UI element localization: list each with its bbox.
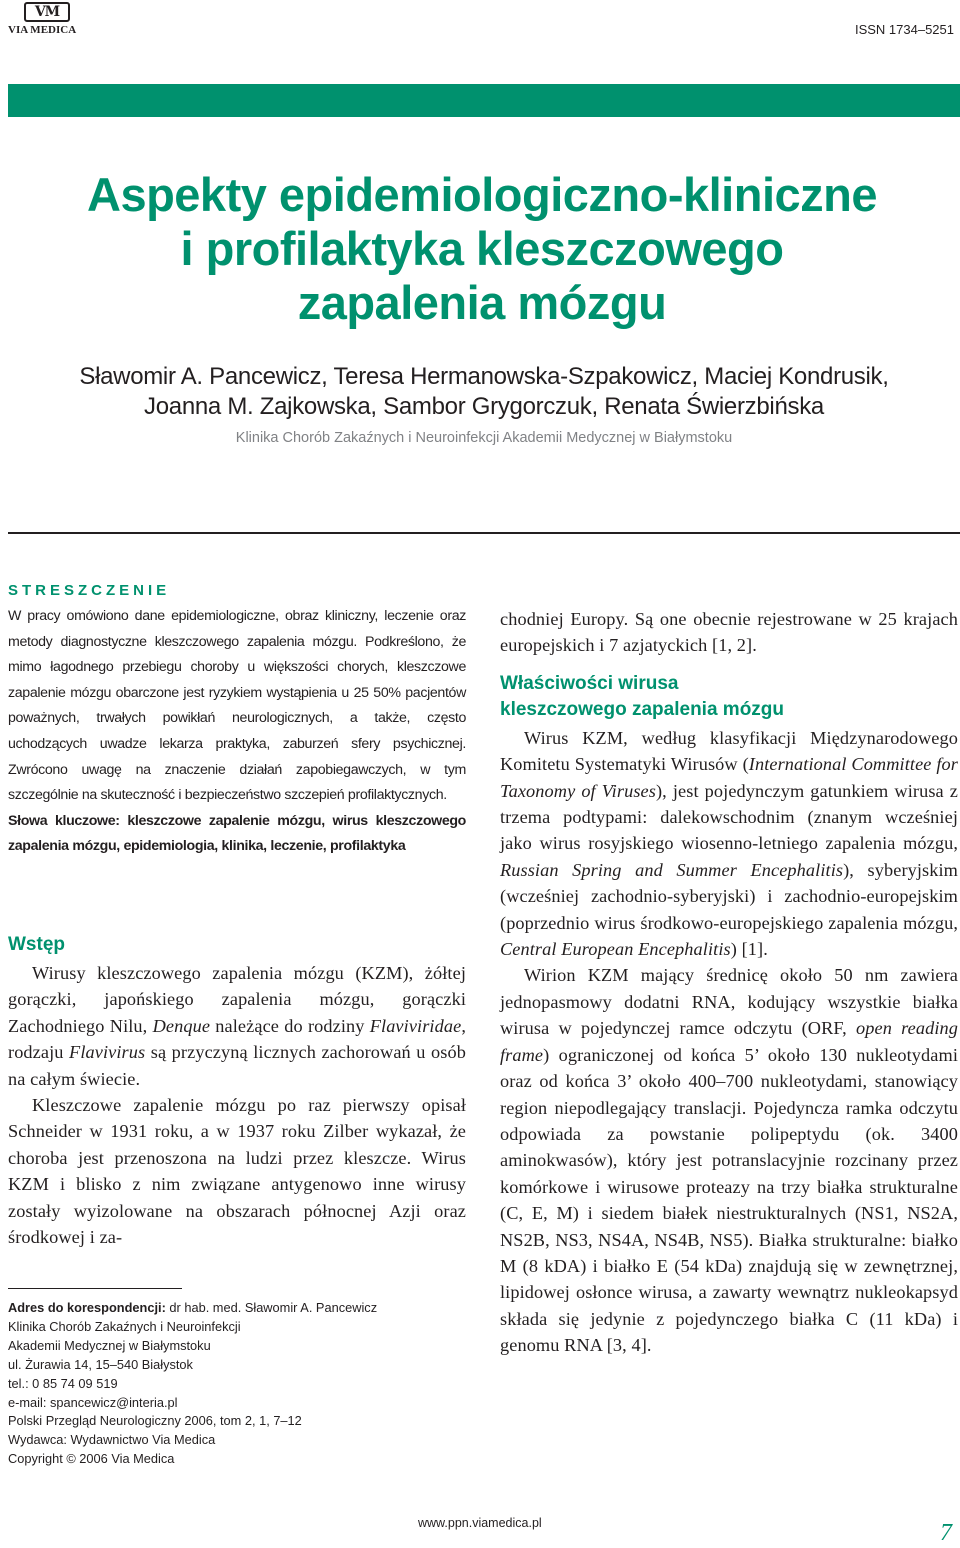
title-line-2: i profilaktyka kleszczowego bbox=[180, 222, 784, 275]
italic-run: Flaviviridae bbox=[369, 1015, 462, 1036]
italic-run: Flavivirus bbox=[69, 1042, 146, 1063]
title-line-1: Aspekty epidemiologiczno-kliniczne bbox=[87, 168, 877, 221]
journal-citation: Polski Przegląd Neurologiczny 2006, tom 2, 1, 7–12 bbox=[8, 1413, 302, 1429]
via-medica-logo bbox=[8, 2, 80, 36]
text-run: Wirus KZM, według klasyfikacji Międzynarodowego Komitetu Systematyki Wirusów ( bbox=[500, 727, 958, 775]
correspondence-first-line bbox=[8, 1299, 468, 1318]
virus-paragraph-1 bbox=[500, 725, 958, 963]
intro-paragraph-1 bbox=[8, 960, 466, 1092]
abstract bbox=[8, 582, 466, 860]
correspondence-line: Klinika Chorób Zakaźnych i Neuroinfekcji bbox=[8, 1318, 241, 1334]
footnote-divider bbox=[8, 1288, 182, 1289]
section-divider bbox=[8, 532, 960, 534]
text-run: ) [1]. bbox=[730, 939, 768, 960]
intro-section bbox=[8, 932, 466, 1250]
footer-url: www.ppn.viamedica.pl bbox=[418, 1516, 542, 1530]
correspondence-email: e-mail: spancewicz@interia.pl bbox=[8, 1394, 178, 1410]
intro-continuation: chodniej Europy. Są one obecnie rejestrowane w 25 krajach europejskich i 7 azjatyckich [1, 2]. bbox=[500, 609, 958, 656]
keywords: Słowa kluczowe: kleszczowe zapalenie mózgu, wirus kleszczowego zapalenia mózgu, epidemiologia, klinika, leczenie, profilaktyka bbox=[8, 812, 466, 855]
correspondence-line: ul. Żurawia 14, 15–540 Białystok bbox=[8, 1356, 193, 1372]
logo-mark: VM bbox=[24, 2, 70, 22]
virus-section bbox=[500, 606, 958, 1359]
header-bar bbox=[8, 84, 960, 117]
logo-text: VIA MEDICA bbox=[8, 24, 77, 36]
virus-paragraph-2 bbox=[500, 962, 958, 1358]
italic-run: International Committee for Taxonomy of Viruses bbox=[500, 754, 958, 801]
italic-run: Denque bbox=[152, 1015, 211, 1036]
text-run: ), jest pojedynczym gatunkiem wirusa z trzema podtypami: dalekowschodnim (znanym wcześniej jako wirus rosyjskiego wiosenno-letniego zapalenia mózgu, bbox=[500, 780, 959, 854]
affiliation: Klinika Chorób Zakaźnych i Neuroinfekcji Akademii Medycznej w Białymstoku bbox=[235, 430, 733, 446]
text-run: , rodzaju bbox=[8, 1015, 466, 1063]
virus-heading-line-2: kleszczowego zapalenia mózgu bbox=[500, 698, 785, 720]
italic-run: Central European Encephalitis bbox=[500, 939, 731, 960]
italic-run: Russian Spring and Summer Encephalitis bbox=[500, 859, 844, 880]
authors-line-1: Sławomir A. Pancewicz, Teresa Hermanowska-Szpakowicz, Maciej Kondrusik, bbox=[79, 363, 889, 390]
publisher: Wydawca: Wydawnictwo Via Medica bbox=[8, 1432, 216, 1448]
text-run: są przyczyną licznych zachorowań u osób na całym świecie. bbox=[8, 1042, 466, 1089]
text-run: Wirion KZM mający średnicę około 50 nm zawiera jednopasmowy dodatni RNA, kodujący wszystkie białka wirusa w pojedynczej ramce odczytu (ORF, bbox=[500, 965, 958, 1039]
abstract-text: W pracy omówiono dane epidemiologiczne, obraz kliniczny, leczenie oraz metody diagnostyczne kleszczowego zapalenia mózgu. Podkreślono, że mimo łagodnego przebiegu choroby u większości chorych, kleszczowe zapalenie mózgu obarczone jest ryzykiem wystąpienia u 25 50% pacjentów poważnych, trwałych powikłań neurologicznych, a także, często uchodzących uwadze lekarza praktyka, zaburzeń sfery psychicznej. Zwrócono uwagę na znaczenie działań zapobiegawczych, w tym szczególnie na skuteczność i bezpieczeństwo szczepień profilaktycznych. bbox=[8, 608, 466, 804]
article-title bbox=[0, 168, 960, 330]
abstract-heading: STRESZCZENIE bbox=[8, 582, 171, 599]
page-number: 7 bbox=[940, 1520, 952, 1546]
title-line-3: zapalenia mózgu bbox=[297, 276, 667, 329]
correspondence bbox=[8, 1299, 468, 1469]
correspondence-name: dr hab. med. Sławomir A. Pancewicz bbox=[165, 1300, 378, 1315]
copyright: Copyright © 2006 Via Medica bbox=[8, 1451, 175, 1467]
issn: ISSN 1734–5251 bbox=[854, 22, 954, 37]
correspondence-line: tel.: 0 85 74 09 519 bbox=[8, 1375, 118, 1391]
italic-run: open reading frame bbox=[500, 1018, 959, 1065]
virus-heading bbox=[500, 671, 958, 723]
intro-heading: Wstęp bbox=[8, 934, 65, 955]
text-run: ), syberyjskim (wcześniej zachodnio-syberyjski) i zachodnio-europejskim (poprzednio wirus środkowo-europejskiego zapalenia mózgu, bbox=[500, 859, 958, 933]
text-run: ) ograniczonej od końca 5’ około 130 nukleotydami oraz od końca 3’ około 400–700 nukleotydami, stanowiący region niepodlegający translacji. Pojedyncza ramka odczytu odpowiada za powstanie polipeptydu (ok. 3400 aminokwasów), który jest potranslacyjnie rozcinany przez komórkowe i wirusowe proteazy na trzy białka strukturalne (C, E, M) i siedem białek niestrukturalnych (NS1, NS2A, NS2B, NS3, NS4A, NS4B, NS5). Białka strukturalne: białko M (8 kDA) i białko E (54 kDa) znajdują się w zewnętrznej, lipidowej osłonce wirusa, a zawarty wewnątrz nukleokapsyd składa się jedynie z pojedynczego białka C (11 kDa) i genomu RNA [3, 4]. bbox=[500, 1044, 958, 1356]
virus-heading-line-1: Właściwości wirusa bbox=[500, 672, 679, 694]
intro-paragraph-2: Kleszczowe zapalenie mózgu po raz pierwszy opisał Schneider w 1931 roku, a w 1937 roku Zilber wykazał, że choroba jest przenoszona na ludzi przez kleszcze. Wirus KZM i blisko z nim związane antygenowo inne wirusy zostały wyizolowane na obszarach północnej Azji oraz środkowej i za- bbox=[8, 1095, 466, 1248]
correspondence-line: Akademii Medycznej w Białymstoku bbox=[8, 1337, 211, 1353]
text-run: Wirusy kleszczowego zapalenia mózgu (KZM), żółtej gorączki, japońskiego zapalenia mózgu, gorączki Zachodniego Nilu, bbox=[8, 963, 466, 1036]
authors bbox=[0, 362, 960, 422]
authors-line-2: Joanna M. Zajkowska, Sambor Grygorczuk, Renata Świerzbińska bbox=[144, 393, 824, 420]
text-run: należące do rodziny bbox=[210, 1015, 370, 1036]
correspondence-label: Adres do korespondencji: bbox=[8, 1300, 166, 1315]
